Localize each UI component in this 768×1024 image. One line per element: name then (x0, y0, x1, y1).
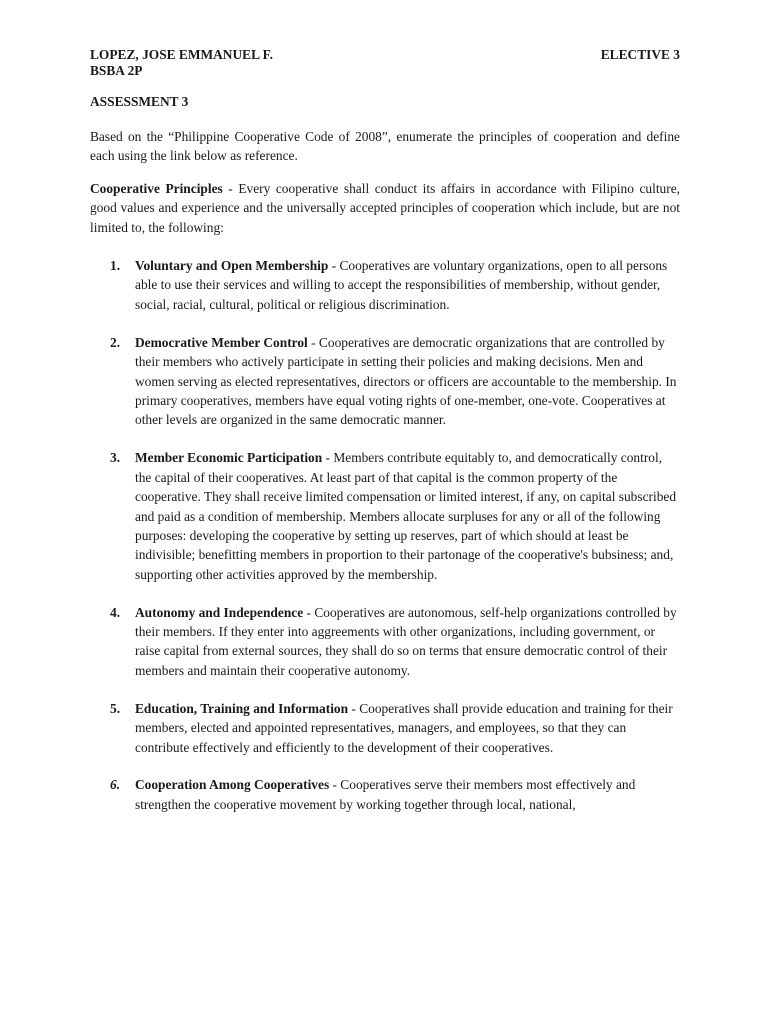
principle-title: Member Economic Participation (135, 450, 323, 466)
principle-number: 2. (110, 334, 121, 350)
principle-title: Cooperation Among Cooperatives (135, 777, 330, 793)
principle-text: - Cooperatives are voluntary organizations, open to all persons able to use their services and willing to accept the responsibilities of membership, without gender, social, racial, cultural, political or religious discrimination. (135, 258, 668, 312)
student-name: LOPEZ, JOSE EMMANUEL F. (90, 47, 273, 62)
principles-intro-term: Cooperative Principles (90, 180, 223, 196)
course-section: BSBA 2P (90, 63, 143, 78)
principle-number: 3. (110, 450, 121, 466)
header-row (90, 47, 680, 63)
document-page (90, 47, 680, 833)
principle-number: 5. (110, 700, 121, 716)
principle-title: Democrative Member Control (135, 334, 308, 350)
principle-text: - Cooperatives shall provide education and training for their members, elected and appointed representatives, managers, and employees, so that they can contribute effectively and efficiently to the development of their cooperatives. (135, 700, 673, 755)
principle-item (90, 333, 680, 430)
principle-title: Voluntary and Open Membership (135, 258, 329, 274)
assessment-title: ASSESSMENT 3 (90, 94, 189, 109)
principle-item (90, 699, 680, 757)
principle-number: 6. (110, 777, 121, 793)
principle-title: Education, Training and Information (135, 700, 349, 716)
principle-text: - Cooperatives are autonomous, self-help organizations controlled by their members. If they enter into aggreements with other organizations, including government, or raise capital from external sources, they shall do so on terms that ensure democratic control of their members and maintain their cooperative autonomy. (135, 604, 677, 678)
principle-item (90, 603, 680, 681)
principles-intro-paragraph (90, 179, 680, 237)
instructions-paragraph: Based on the “Philippine Cooperative Code of 2008”, enumerate the principles of cooperation and define each using the link below as reference. (90, 129, 680, 164)
principle-number: 4. (110, 604, 121, 620)
subject-label: ELECTIVE 3 (600, 47, 680, 62)
principle-item (90, 775, 680, 814)
principle-item (90, 256, 680, 314)
principle-text: - Cooperatives serve their members most effectively and strengthen the cooperative movement by working together through local, national, (135, 777, 636, 812)
principle-title: Autonomy and Independence (135, 604, 304, 620)
principles-list (90, 256, 680, 814)
principles-intro-text: - Every cooperative shall conduct its affairs in accordance with Filipino culture, good values and experience and the universally accepted principles of cooperation which include, but are not limited to, the following: (90, 180, 680, 235)
principle-item (90, 448, 680, 584)
principle-text: - Members contribute equitably to, and democratically control, the capital of their cooperatives. At least part of that capital is the common property of the cooperative. They shall receive limited compensation or limited interest, if any, on capital subscribed and paid as a condition of membership. Members allocate surpluses for any or all of the following purposes: developing the cooperative by setting up reserves, part of which should at least be indivisible; benefitting members in proportion to their partonage of the cooperative's bubsiness; and, supporting other activities approved by the membership. (135, 450, 677, 582)
principle-number: 1. (110, 258, 121, 274)
principle-text: - Cooperatives are democratic organizations that are controlled by their members who actively participate in setting their policies and making decisions. Men and women serving as elected representatives, directors or officers are accountable to the membership. In primary cooperatives, members have equal voting rights of one-member, one-vote. Cooperatives at other levels are organized in the same democratic manner. (135, 334, 677, 428)
